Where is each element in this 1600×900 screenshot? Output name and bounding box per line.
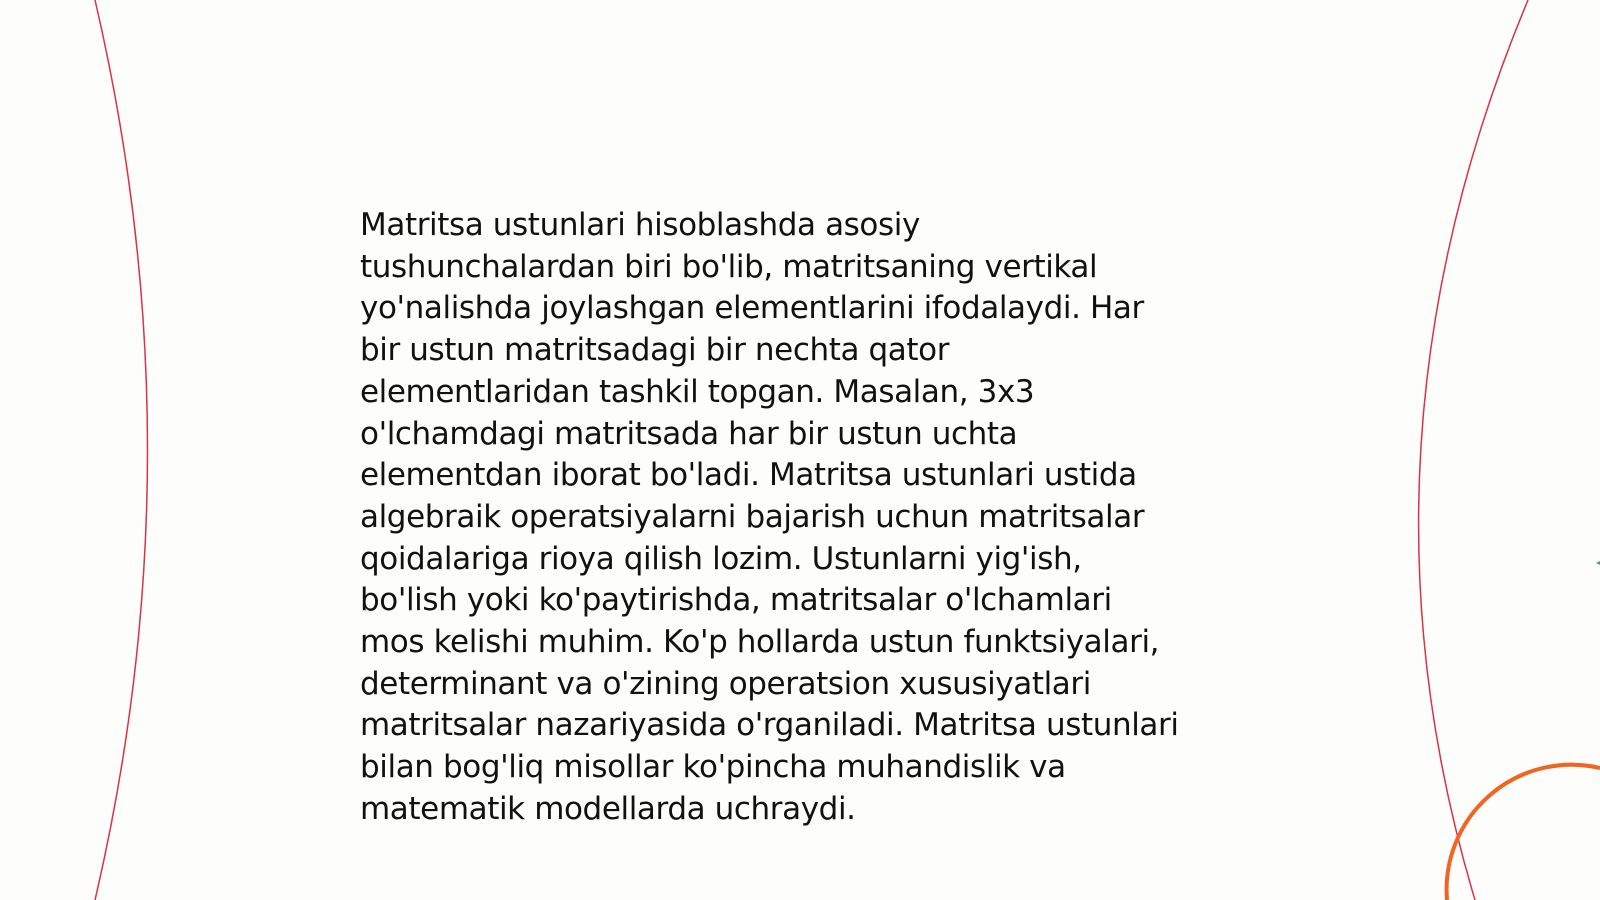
paragraph-line: elementdan iborat bo'ladi. Matritsa ustunlari ustida — [360, 457, 1137, 494]
paragraph-line: bilan bog'liq misollar ko'pincha muhandislik va — [360, 749, 1066, 786]
paragraph-line: qoidalariga rioya qilish lozim. Ustunlarni yig'ish, — [360, 540, 1082, 577]
paragraph-line: determinant va o'zining operatsion xususiyatlari — [360, 665, 1091, 702]
left-red-arc — [95, 0, 148, 900]
body-paragraph — [360, 205, 1260, 831]
paragraph-line: algebraik operatsiyalarni bajarish uchun matritsalar — [360, 498, 1145, 535]
paragraph-line: o'lchamdagi matritsada har bir ustun uchta — [360, 415, 1018, 452]
paragraph-line: tushunchalardan biri bo'lib, matritsaning vertikal — [360, 248, 1098, 285]
paragraph-line: mos kelishi muhim. Ko'p hollarda ustun funktsiyalari, — [360, 624, 1160, 661]
paragraph-line: elementlaridan tashkil topgan. Masalan, 3x3 — [360, 373, 1035, 410]
paragraph-line: yo'nalishda joylashgan elementlarini ifodalaydi. Har — [360, 290, 1144, 327]
right-red-arc — [1419, 0, 1528, 900]
paragraph-line: matritsalar nazariyasida o'rganiladi. Matritsa ustunlari — [360, 707, 1179, 744]
paragraph-line: bir ustun matritsadagi bir nechta qator — [360, 332, 950, 369]
green-accent-mark — [1596, 561, 1600, 565]
paragraph-line: Matritsa ustunlari hisoblashda asosiy — [360, 207, 920, 243]
paragraph-line: bo'lish yoki ko'paytirishda, matritsalar o'lchamlari — [360, 582, 1112, 619]
paragraph-line: matematik modellarda uchraydi. — [360, 790, 856, 827]
